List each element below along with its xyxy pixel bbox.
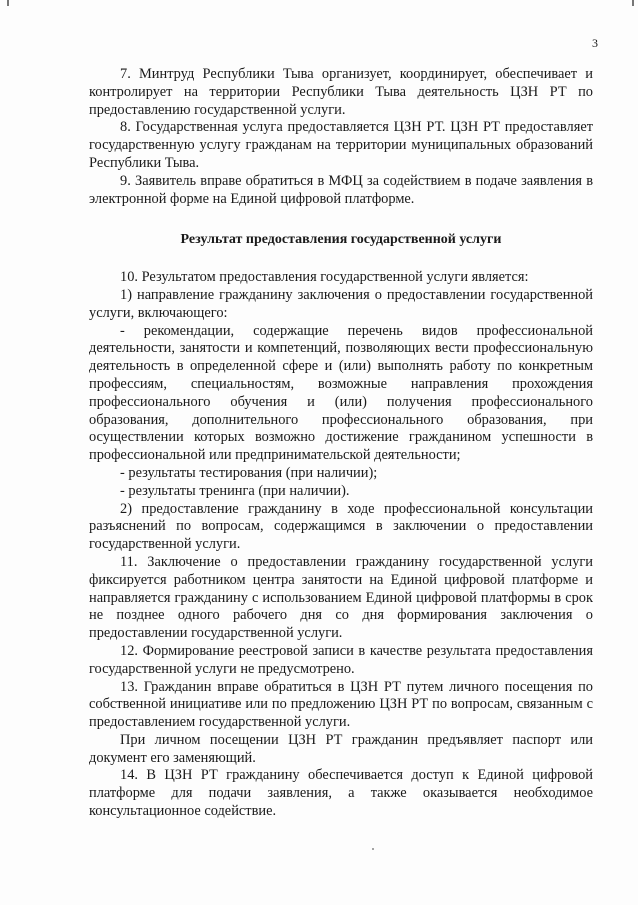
paragraph-9: 9. Заявитель вправе обратиться в МФЦ за содействием в подаче заявления в электронной форме на Единой цифровой платформе. bbox=[89, 172, 593, 207]
paragraph-11: 11. Заключение о предоставлении гражданину государственной услуги фиксируется работником центра занятости на Единой цифровой платформе и направляется гражданину с использованием Единой цифровой платформы в срок не позднее одного рабочего дня со дня формирования заключения о предоставлении государственной услуги. bbox=[89, 553, 593, 642]
scan-speck bbox=[372, 848, 374, 850]
paragraph-7: 7. Минтруд Республики Тыва организует, координирует, обеспечивает и контролирует на территории Республики Тыва деятельность ЦЗН РТ по предоставлению государственной услуги. bbox=[89, 66, 593, 118]
dash-item-testing: - результаты тестирования (при наличии); bbox=[120, 464, 378, 481]
paragraph-13: 13. Гражданин вправе обратиться в ЦЗН РТ путем личного посещения по собственной инициативе или по предложению ЦЗН РТ по вопросам, связанным с предоставлением государственной услуги. bbox=[89, 678, 593, 731]
page-number: 3 bbox=[592, 36, 598, 50]
paragraph-13-continued: При личном посещении ЦЗН РТ гражданин предъявляет паспорт или документ его заменяющий. bbox=[89, 731, 593, 766]
dash-item-recommendations: - рекомендации, содержащие перечень видов профессиональной деятельности, занятости и компетенций, позволяющих вести профессиональную деятельность в определенной сфере и (или) выполнять работу по конкретным профессиям, специальностям, возможные направления прохождения профессионального обучения и (или) получения профессионального образования, дополнительного профессионального образования, при осуществлении которых возможно достижение гражданином успешности в профессиональной или предпринимательской деятельности; bbox=[89, 322, 593, 464]
section-heading: Результат предоставления государственной услуги bbox=[180, 232, 502, 248]
paragraph-8: 8. Государственная услуга предоставляется ЦЗН РТ. ЦЗН РТ предоставляет государственную услугу гражданам на территории муниципальных образований Республики Тыва. bbox=[89, 119, 593, 171]
list-item-2: 2) предоставление гражданину в ходе профессиональной консультации разъяснений по вопросам, содержащимся в заключении о предоставлении государственной услуги. bbox=[89, 500, 593, 553]
paragraph-12: 12. Формирование реестровой записи в качестве результата предоставления государственной услуги не предусмотрено. bbox=[89, 642, 593, 677]
document-body bbox=[89, 66, 593, 821]
scan-edge-mark bbox=[7, 0, 9, 6]
paragraph-14: 14. В ЦЗН РТ гражданину обеспечивается доступ к Единой цифровой платформе для подачи заявления, а также оказывается необходимое консультационное содействие. bbox=[89, 767, 593, 820]
dash-item-training: - результаты тренинга (при наличии). bbox=[120, 482, 350, 499]
list-item-1: 1) направление гражданину заключения о предоставлении государственной услуги, включающего: bbox=[89, 286, 593, 321]
paragraph-10: 10. Результатом предоставления государственной услуги является: bbox=[120, 269, 529, 286]
scan-edge-mark bbox=[632, 0, 634, 6]
